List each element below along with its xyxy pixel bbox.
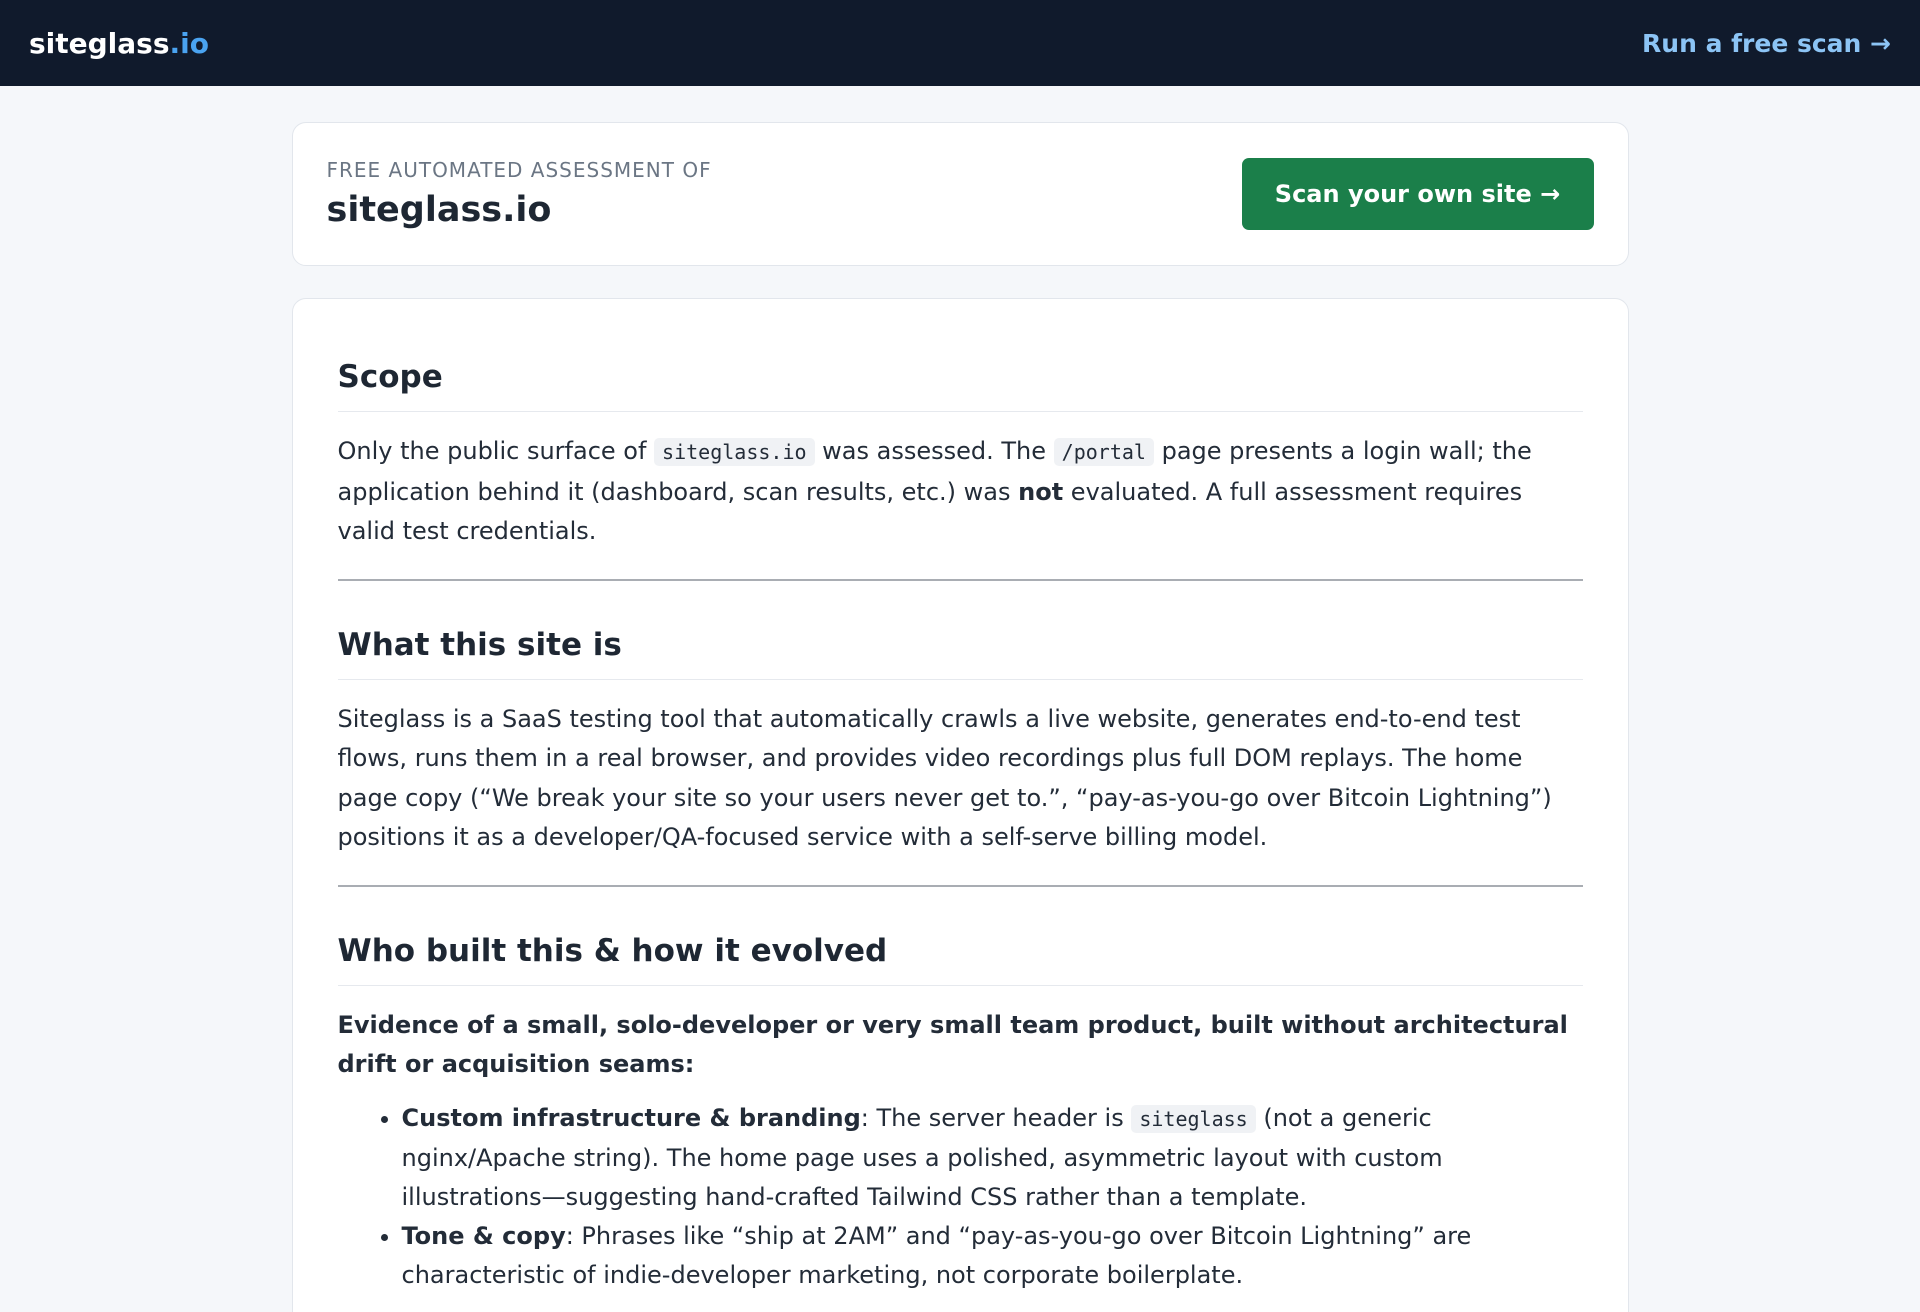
list-item-text: : Phrases like “ship at 2AM” and “pay-as-you-go over Bitcoin Lightning” are characteristic of indie-developer marketing, not corporate boilerplate.	[401, 1221, 1472, 1289]
list-item-label: Custom infrastructure & branding	[401, 1103, 861, 1132]
list-item-text: : The server header is	[860, 1103, 1132, 1132]
scope-paragraph	[338, 432, 1583, 552]
assessment-heading	[327, 158, 712, 230]
history-heading: Who built this & how it evolved	[338, 933, 1583, 986]
main-content	[292, 122, 1629, 1312]
section-divider	[338, 885, 1583, 887]
scope-text-1: Only the public surface of	[337, 437, 655, 465]
scope-text-4: evaluated. A full assessment requires valid test credentials.	[337, 477, 1523, 545]
brand-name: siteglass	[29, 26, 170, 60]
scope-text-3: page presents a login wall; the application behind it (dashboard, scan results, etc.) was	[337, 437, 1532, 506]
assessment-eyebrow: FREE AUTOMATED ASSESSMENT OF	[326, 158, 712, 182]
list-item-label: Tone & copy	[401, 1221, 566, 1250]
evidence-list	[338, 1099, 1583, 1295]
run-free-scan-link[interactable]: Run a free scan →	[1642, 28, 1891, 58]
report-card	[292, 298, 1629, 1312]
about-heading: What this site is	[338, 627, 1583, 680]
assessment-header-card	[292, 122, 1629, 266]
scope-code-domain: siteglass.io	[654, 438, 815, 466]
scope-text-2: was assessed. The	[814, 437, 1054, 465]
history-lead: Evidence of a small, solo-developer or very small team product, built without architectural drift or acquisition seams:	[337, 1010, 1568, 1078]
scope-heading: Scope	[338, 359, 1583, 412]
scan-own-site-button[interactable]: Scan your own site →	[1242, 158, 1594, 230]
scope-bold-not: not	[1018, 477, 1064, 506]
brand-tld: .io	[169, 26, 209, 60]
server-header-code: siteglass	[1131, 1105, 1255, 1133]
list-item-text: (not a generic nginx/Apache string). The home page uses a polished, asymmetric layout with custom illustrations—suggesting hand-crafted Tailwind CSS rather than a template.	[401, 1103, 1443, 1211]
scope-code-portal: /portal	[1054, 438, 1154, 466]
list-item	[402, 1217, 1583, 1295]
brand-logo[interactable]	[29, 27, 209, 60]
list-item	[402, 1099, 1583, 1217]
top-nav-bar	[0, 0, 1920, 86]
section-divider	[338, 579, 1583, 581]
about-paragraph: Siteglass is a SaaS testing tool that automatically crawls a live website, generates end-to-end test flows, runs them in a real browser, and provides video recordings plus full DOM replays. The home page copy (“We break your site so your users never get to.”, “pay-as-you-go over Bitcoin Lightning”) positions it as a developer/QA-focused service with a self-serve billing model.	[337, 704, 1552, 851]
assessed-site-title: siteglass.io	[326, 190, 552, 230]
